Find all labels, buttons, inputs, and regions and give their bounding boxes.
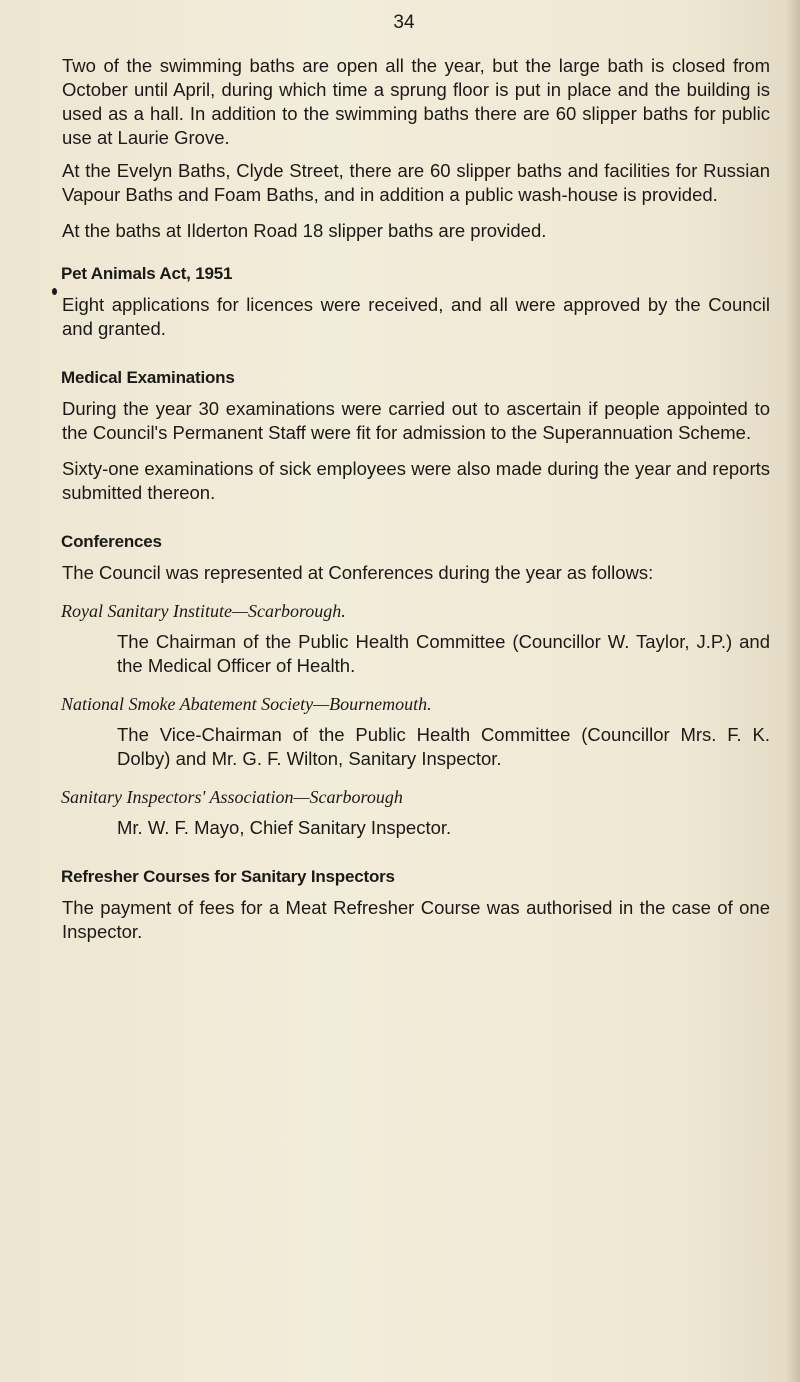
conference-venue: Sanitary Inspectors' Association—Scarborough xyxy=(61,787,403,807)
heading-pet-animals: Pet Animals Act, 1951 xyxy=(61,264,233,283)
heading-conferences: Conferences xyxy=(61,532,162,551)
heading-refresher-courses: Refresher Courses for Sanitary Inspectors xyxy=(61,867,395,886)
heading-medical-examinations: Medical Examinations xyxy=(61,368,235,387)
conference-delegates: The Vice-Chairman of the Public Health Committee (Councillor Mrs. F. K. Dolby) and Mr. G. F. Wilton, Sanitary Inspector. xyxy=(117,724,770,769)
page-content xyxy=(62,12,770,956)
page-edge-shadow xyxy=(786,0,800,1382)
paragraph-ilderton: At the baths at Ilderton Road 18 slipper baths are provided. xyxy=(62,220,547,241)
paragraph-medical-1: During the year 30 examinations were carried out to ascertain if people appointed to the Council's Permanent Staff were fit for admission to the Superannuation Scheme. xyxy=(62,398,770,443)
conference-venue: National Smoke Abatement Society—Bournemouth. xyxy=(61,694,432,714)
ink-speck xyxy=(52,288,57,295)
paragraph-evelyn-baths: At the Evelyn Baths, Clyde Street, there are 60 slipper baths and facilities for Russian Vapour Baths and Foam Baths, and in addition a public wash-house is provided. xyxy=(62,160,770,205)
paragraph-pet-animals: Eight applications for licences were received, and all were approved by the Council and granted. xyxy=(62,294,770,339)
paragraph-medical-2: Sixty-one examinations of sick employees were also made during the year and reports submitted thereon. xyxy=(62,458,770,503)
paragraph-refresher: The payment of fees for a Meat Refresher Course was authorised in the case of one Inspector. xyxy=(62,897,770,942)
conference-delegates: The Chairman of the Public Health Committee (Councillor W. Taylor, J.P.) and the Medical Officer of Health. xyxy=(117,631,770,676)
paragraph-baths-open: Two of the swimming baths are open all the year, but the large bath is closed from October until April, during which time a sprung floor is put in place and the building is used as a hall. In addition to the swimming baths there are 60 slipper baths for public use at Laurie Grove. xyxy=(62,55,770,148)
conference-venue: Royal Sanitary Institute—Scarborough. xyxy=(61,601,346,621)
page-number: 34 xyxy=(393,12,415,33)
paragraph-conferences-intro: The Council was represented at Conferences during the year as follows: xyxy=(62,562,654,583)
conference-delegates: Mr. W. F. Mayo, Chief Sanitary Inspector. xyxy=(117,817,452,838)
